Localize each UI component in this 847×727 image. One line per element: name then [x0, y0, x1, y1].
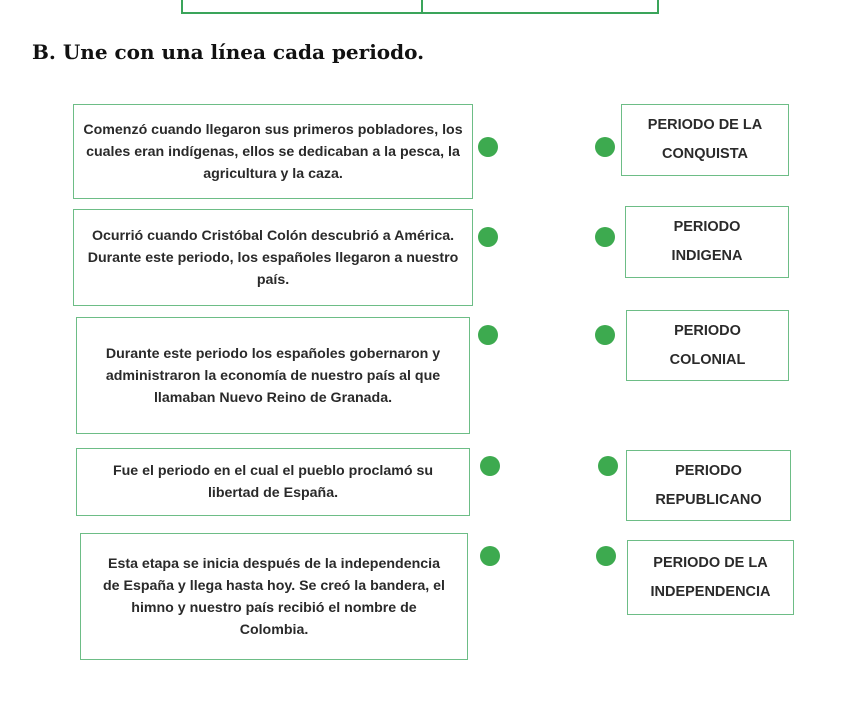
- right-dot-2[interactable]: [595, 227, 615, 247]
- description-box-4[interactable]: Fue el periodo en el cual el pueblo proclamó su libertad de España.: [76, 448, 470, 516]
- period-box-2[interactable]: PERIODO INDIGENA: [625, 206, 789, 278]
- top-table-fragment: [181, 0, 659, 14]
- table-divider: [421, 0, 423, 12]
- left-dot-5[interactable]: [480, 546, 500, 566]
- left-dot-1[interactable]: [478, 137, 498, 157]
- description-box-3[interactable]: Durante este periodo los españoles gobernaron y administraron la economía de nuestro país al que llamaban Nuevo Reino de Granada.: [76, 317, 470, 434]
- description-box-2[interactable]: Ocurrió cuando Cristóbal Colón descubrió a América. Durante este periodo, los españoles llegaron a nuestro país.: [73, 209, 473, 306]
- right-dot-3[interactable]: [595, 325, 615, 345]
- right-dot-1[interactable]: [595, 137, 615, 157]
- description-box-1[interactable]: Comenzó cuando llegaron sus primeros pobladores, los cuales eran indígenas, ellos se dedicaban a la pesca, la agricultura y la caza.: [73, 104, 473, 199]
- left-dot-3[interactable]: [478, 325, 498, 345]
- left-dot-2[interactable]: [478, 227, 498, 247]
- right-dot-4[interactable]: [598, 456, 618, 476]
- period-box-1[interactable]: PERIODO DE LA CONQUISTA: [621, 104, 789, 176]
- description-box-5[interactable]: Esta etapa se inicia después de la independencia de España y llega hasta hoy. Se creó la bandera, el himno y nuestro país recibió el nombre de Colombia.: [80, 533, 468, 660]
- period-box-4[interactable]: PERIODO REPUBLICANO: [626, 450, 791, 521]
- period-box-3[interactable]: PERIODO COLONIAL: [626, 310, 789, 381]
- instruction-heading: B. Une con una línea cada periodo.: [32, 40, 425, 64]
- right-dot-5[interactable]: [596, 546, 616, 566]
- left-dot-4[interactable]: [480, 456, 500, 476]
- period-box-5[interactable]: PERIODO DE LA INDEPENDENCIA: [627, 540, 794, 615]
